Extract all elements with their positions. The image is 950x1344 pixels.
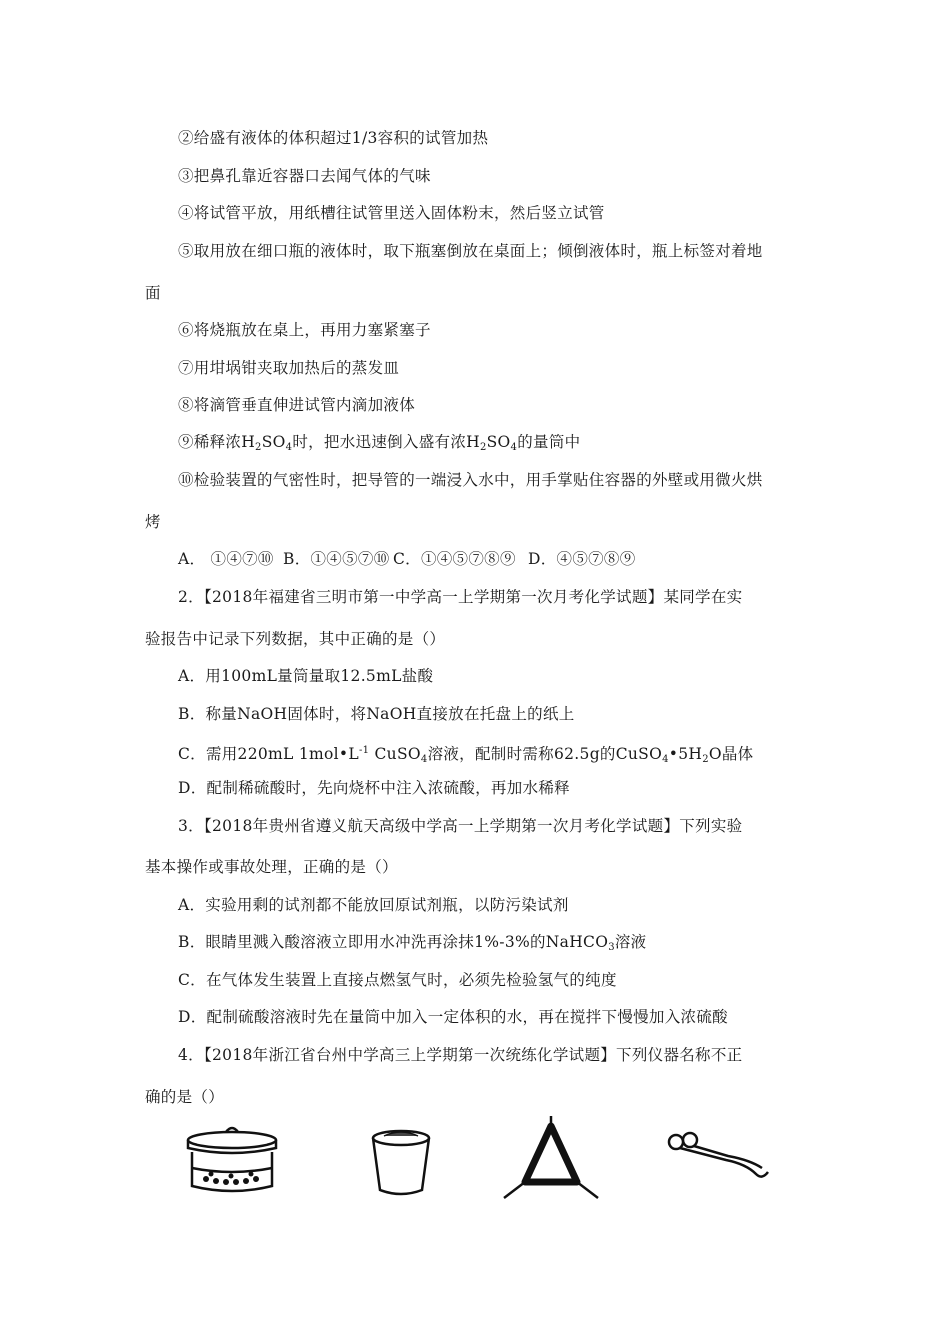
q3-stem: 3．【2018年贵州省遵义航天高级中学高一上学期第一次月考化学试题】下列实验 (178, 817, 743, 835)
q1-item-6: ⑥将烧瓶放在桌上，再用力塞紧塞子 (178, 321, 431, 339)
q4-stem-cont: 确的是（） (145, 1088, 225, 1106)
q1-option-a: A． ①④⑦⑩ (178, 550, 274, 568)
q1-option-c: C．①④⑤⑦⑧⑨ (393, 550, 516, 568)
water-bath-icon (182, 1124, 282, 1196)
q1-item-10: ⑩检验装置的气密性时，把导管的一端浸入水中，用手掌贴住容器的外壁或用微火烘 (178, 471, 763, 489)
q2-option-a: A．用100mL量筒量取12.5mL盐酸 (178, 667, 434, 685)
clay-triangle-icon (500, 1116, 602, 1202)
q1-options (178, 549, 636, 569)
q4-stem: 4．【2018年浙江省台州中学高三上学期第一次统练化学试题】下列仪器名称不正 (178, 1046, 743, 1064)
q1-item-3: ③把鼻孔靠近容器口去闻气体的气味 (178, 167, 431, 185)
q1-item-10-cont: 烤 (145, 513, 161, 531)
q1-item-8: ⑧将滴管垂直伸进试管内滴加液体 (178, 396, 416, 414)
q1-item-2: ②给盛有液体的体积超过1/3容积的试管加热 (178, 129, 489, 147)
crucible-tongs-icon (664, 1130, 774, 1186)
crucible-icon (368, 1128, 434, 1200)
q3-option-c: C．在气体发生装置上直接点燃氢气时，必须先检验氢气的纯度 (178, 971, 617, 989)
q1-item-5-cont: 面 (145, 284, 161, 302)
q1-item-9: ⑨稀释浓$H_2SO_4$时，把水迅速倒入盛有浓$H_2SO_4$的量筒中 (178, 433, 581, 453)
q1-item-4: ④将试管平放，用纸槽往试管里送入固体粉末，然后竖立试管 (178, 204, 605, 222)
q2-stem-cont: 验报告中记录下列数据，其中正确的是（） (145, 630, 446, 648)
q3-stem-cont: 基本操作或事故处理，正确的是（） (145, 858, 398, 876)
q2-option-d: D．配制稀硫酸时，先向烧杯中注入浓硫酸，再加水稀释 (178, 779, 570, 797)
q1-option-b: B．①④⑤⑦⑩ (283, 550, 390, 568)
q3-option-d: D．配制硫酸溶液时先在量筒中加入一定体积的水，再在搅拌下慢慢加入浓硫酸 (178, 1008, 728, 1026)
q3-option-b: B．眼睛里溅入酸溶液立即用水冲洗再涂抹1%-3%的NaHCO$_3$溶液 (178, 933, 647, 953)
q3-option-a: A．实验用剩的试剂都不能放回原试剂瓶，以防污染试剂 (178, 896, 569, 914)
q1-item-5: ⑤取用放在细口瓶的液体时，取下瓶塞倒放在桌面上；倾倒液体时，瓶上标签对着地 (178, 242, 763, 260)
q2-stem: 2．【2018年福建省三明市第一中学高一上学期第一次月考化学试题】某同学在实 (178, 588, 743, 606)
q1-item-7: ⑦用坩埚钳夹取加热后的蒸发皿 (178, 359, 400, 377)
q1-option-d: D．④⑤⑦⑧⑨ (528, 550, 636, 568)
q2-option-c: C．需用220mL $1mol•L^{-1}$ CuSO$_4$溶液，配制时需称62.5g的$CuSO_4•5H_2O$晶体 (178, 745, 754, 765)
q2-option-b: B．称量NaOH固体时，将NaOH直接放在托盘上的纸上 (178, 705, 575, 723)
